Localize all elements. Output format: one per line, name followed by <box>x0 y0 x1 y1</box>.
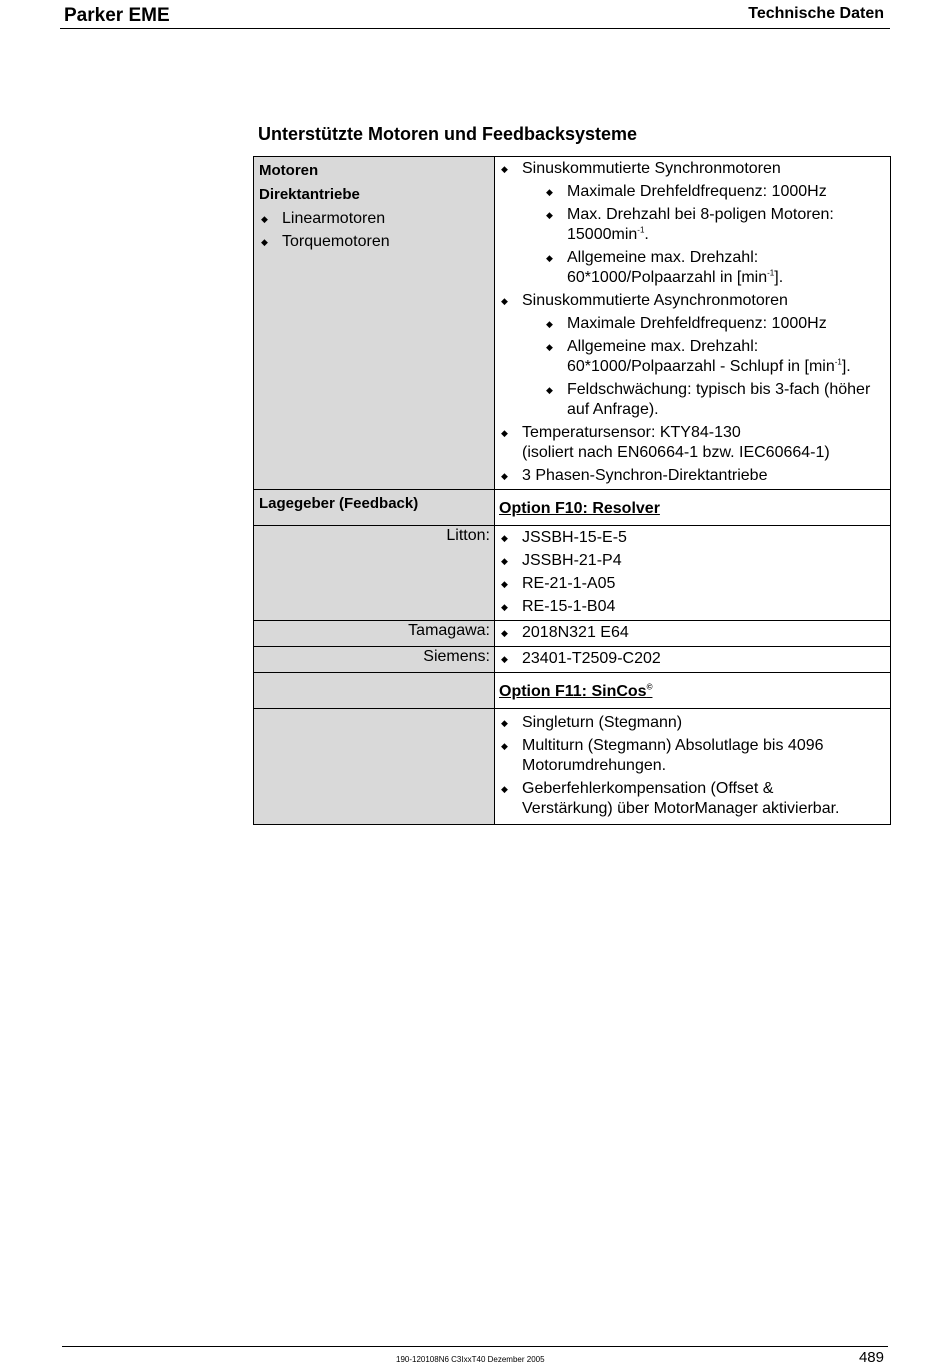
list-item <box>499 159 886 288</box>
sincos-items-label-cell <box>254 709 495 825</box>
direct-drives-list <box>259 209 489 252</box>
tamagawa-row <box>254 621 891 647</box>
resolver-option-cell <box>495 490 891 526</box>
document-code: 190-120108N6 C3IxxT40 Dezember 2005 <box>396 1355 545 1364</box>
feedback-row <box>254 490 891 526</box>
list-item: ◆ Singleturn (Stegmann) <box>499 713 886 733</box>
sincos-list <box>499 713 886 819</box>
sincos-option-text: Option F11: SinCos <box>499 683 647 700</box>
list-item: ◆ Geberfehlerkompensation (Offset & Verstärkung) über MotorManager aktivierbar. <box>499 779 886 819</box>
punctuation: ]. <box>774 269 784 286</box>
list-item: ◆ Multiturn (Stegmann) Absolutlage bis 4096 Motorumdrehungen. <box>499 736 886 776</box>
sync-speed-text: Max. Drehzahl bei 8-poligen Motoren: <box>567 206 834 223</box>
sincos-items-row <box>254 709 891 825</box>
punctuation: . <box>644 226 649 243</box>
litton-row <box>254 526 891 621</box>
motors-row <box>254 157 891 490</box>
list-item <box>522 248 886 288</box>
direct-drives-label: Direktantriebe <box>259 186 360 203</box>
list-item: ◆ Maximale Drehfeldfrequenz: 1000Hz <box>522 314 886 334</box>
general-speed-formula: 60*1000/Polpaarzahl in [min <box>567 269 768 286</box>
tamagawa-label: Tamagawa: <box>408 622 490 639</box>
async-speed-text: Allgemeine max. Drehzahl: <box>567 338 759 355</box>
page-number: 489 <box>858 1349 884 1366</box>
sincos-option-cell <box>495 673 891 709</box>
header-rule <box>60 28 890 29</box>
exponent: -1 <box>834 357 842 367</box>
spec-table <box>253 156 891 825</box>
list-item: ◆ JSSBH-15-E-5 <box>499 528 886 548</box>
general-speed-text: Allgemeine max. Drehzahl: <box>567 249 759 266</box>
list-item <box>522 205 886 245</box>
section-title: Unterstützte Motoren und Feedbacksysteme <box>258 124 638 144</box>
field-weakening-note: auf Anfrage). <box>567 401 659 418</box>
list-item: ◆ RE-15-1-B04 <box>499 597 886 617</box>
resolver-option-title: Option F10: Resolver <box>499 500 660 517</box>
litton-label: Litton: <box>446 527 490 544</box>
exponent: -1 <box>637 225 645 235</box>
exponent: -1 <box>767 268 775 278</box>
sincos-label-cell <box>254 673 495 709</box>
temp-sensor-text: Temperatursensor: KTY84-130 <box>522 424 741 441</box>
async-sub-list <box>522 314 886 420</box>
litton-items-cell <box>495 526 891 621</box>
feedback-label-cell <box>254 490 495 526</box>
siemens-label: Siemens: <box>423 648 490 665</box>
list-item: ◆ Linearmotoren <box>259 209 489 229</box>
sincos-option-row <box>254 673 891 709</box>
list-item <box>522 380 886 420</box>
siemens-list <box>499 649 886 669</box>
tamagawa-item-cell <box>495 621 891 647</box>
motors-detail-cell <box>495 157 891 490</box>
footer-rule <box>62 1346 888 1347</box>
siemens-row <box>254 647 891 673</box>
sync-sub-list <box>522 182 886 288</box>
list-item: ◆ 3 Phasen-Synchron-Direktantriebe <box>499 466 886 486</box>
list-item <box>522 337 886 377</box>
siemens-item-cell <box>495 647 891 673</box>
async-motor-text: Sinuskommutierte Asynchronmotoren <box>522 292 788 309</box>
field-weakening-text: Feldschwächung: typisch bis 3-fach (höher <box>567 381 871 398</box>
punctuation: ]. <box>841 358 851 375</box>
list-item: ◆ Maximale Drehfeldfrequenz: 1000Hz <box>522 182 886 202</box>
sync-motor-text: Sinuskommutierte Synchronmotoren <box>522 160 781 177</box>
tamagawa-list <box>499 623 886 643</box>
sincos-items-cell <box>495 709 891 825</box>
list-item <box>499 291 886 420</box>
list-item: ◆ Torquemotoren <box>259 232 489 252</box>
temp-sensor-note: (isoliert nach EN60664-1 bzw. IEC60664-1) <box>522 444 830 461</box>
motors-label-cell <box>254 157 495 490</box>
feedback-label: Lagegeber (Feedback) <box>259 495 419 512</box>
sincos-option-title <box>499 673 652 708</box>
litton-list <box>499 528 886 617</box>
motors-label: Motoren <box>259 162 319 179</box>
company-name: Parker EME <box>64 5 170 26</box>
list-item: ◆ 2018N321 E64 <box>499 623 886 643</box>
copyright-mark: © <box>646 682 653 692</box>
list-item: ◆ 23401-T2509-C202 <box>499 649 886 669</box>
list-item: ◆ JSSBH-21-P4 <box>499 551 886 571</box>
async-speed-formula: 60*1000/Polpaarzahl - Schlupf in [min <box>567 358 835 375</box>
tamagawa-label-cell <box>254 621 495 647</box>
section-name: Technische Daten <box>748 5 884 22</box>
list-item <box>499 423 886 463</box>
list-item: ◆ RE-21-1-A05 <box>499 574 886 594</box>
litton-label-cell <box>254 526 495 621</box>
sync-speed-value: 15000min <box>567 226 638 243</box>
siemens-label-cell <box>254 647 495 673</box>
motor-types-list <box>499 159 886 486</box>
